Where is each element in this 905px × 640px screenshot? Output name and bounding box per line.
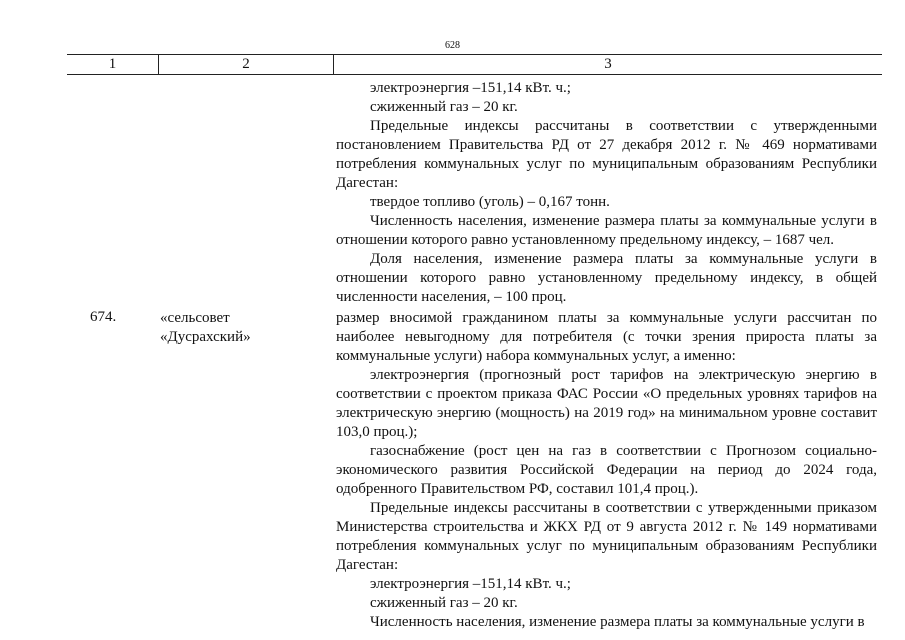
municipality-name xyxy=(160,309,251,347)
paragraph: Предельные индексы рассчитаны в соответствии с утвержденными постановлением Правительства РД от 27 декабря 2012 г. № 469 нормативами потребления коммунальных услуг по муниципальным образованиям Республики Дагестан: xyxy=(336,118,877,191)
paragraph: Доля населения, изменение размера платы за коммунальные услуги в отношении которого равно установленному предельному индексу, в общей численности населения, – 100 проц. xyxy=(336,251,877,305)
paragraph: электроэнергия –151,14 кВт. ч.; xyxy=(370,576,571,592)
row-number: 674. xyxy=(90,309,117,325)
paragraph: электроэнергия (прогнозный рост тарифов на электрическую энергию в соответствии с проектом приказа ФАС России «О предельных уровнях тарифов на электрическую энергию (мощность) на 2019 год» на минимальном уровне составит 103,0 проц.); xyxy=(336,367,877,440)
table-header xyxy=(67,54,882,75)
paragraph: твердое топливо (уголь) – 0,167 тонн. xyxy=(370,194,610,210)
paragraph: Численность населения, изменение размера платы за коммунальные услуги в отношении которого равно установленному предельному индексу, – 1687 чел. xyxy=(336,213,877,248)
paragraph: электроэнергия –151,14 кВт. ч.; xyxy=(370,80,571,96)
paragraph: сжиженный газ – 20 кг. xyxy=(370,99,518,115)
column-header-1: 1 xyxy=(108,56,117,72)
municipality-name-line: «Дусрахский» xyxy=(160,329,251,345)
paragraph: Предельные индексы рассчитаны в соответствии с утвержденными приказом Министерства строительства и ЖКХ РД от 9 августа 2012 г. № 149 нормативами потребления коммунальных услуг по муниципальным образованиям Республики Дагестан: xyxy=(336,500,877,573)
paragraph: сжиженный газ – 20 кг. xyxy=(370,595,518,611)
column-header-2: 2 xyxy=(242,56,250,72)
column-header-3: 3 xyxy=(604,56,612,72)
paragraph: Численность населения, изменение размера платы за коммунальные услуги в xyxy=(370,614,865,630)
paragraph: газоснабжение (рост цен на газ в соответствии с Прогнозом социально-экономического развития Российской Федерации на период до 2024 года, одобренного Правительством РФ, составил 101,4 проц.). xyxy=(336,443,877,497)
row-673-continuation xyxy=(336,79,877,307)
row-674-description xyxy=(336,309,877,632)
page-number: 628 xyxy=(445,40,460,51)
municipality-name-line: «сельсовет xyxy=(160,310,230,326)
paragraph: размер вносимой гражданином платы за коммунальные услуги рассчитан по наиболее невыгодному для потребителя (с точки зрения прироста платы за коммунальные услуги) набора коммунальных услуг, а именно: xyxy=(336,310,877,364)
